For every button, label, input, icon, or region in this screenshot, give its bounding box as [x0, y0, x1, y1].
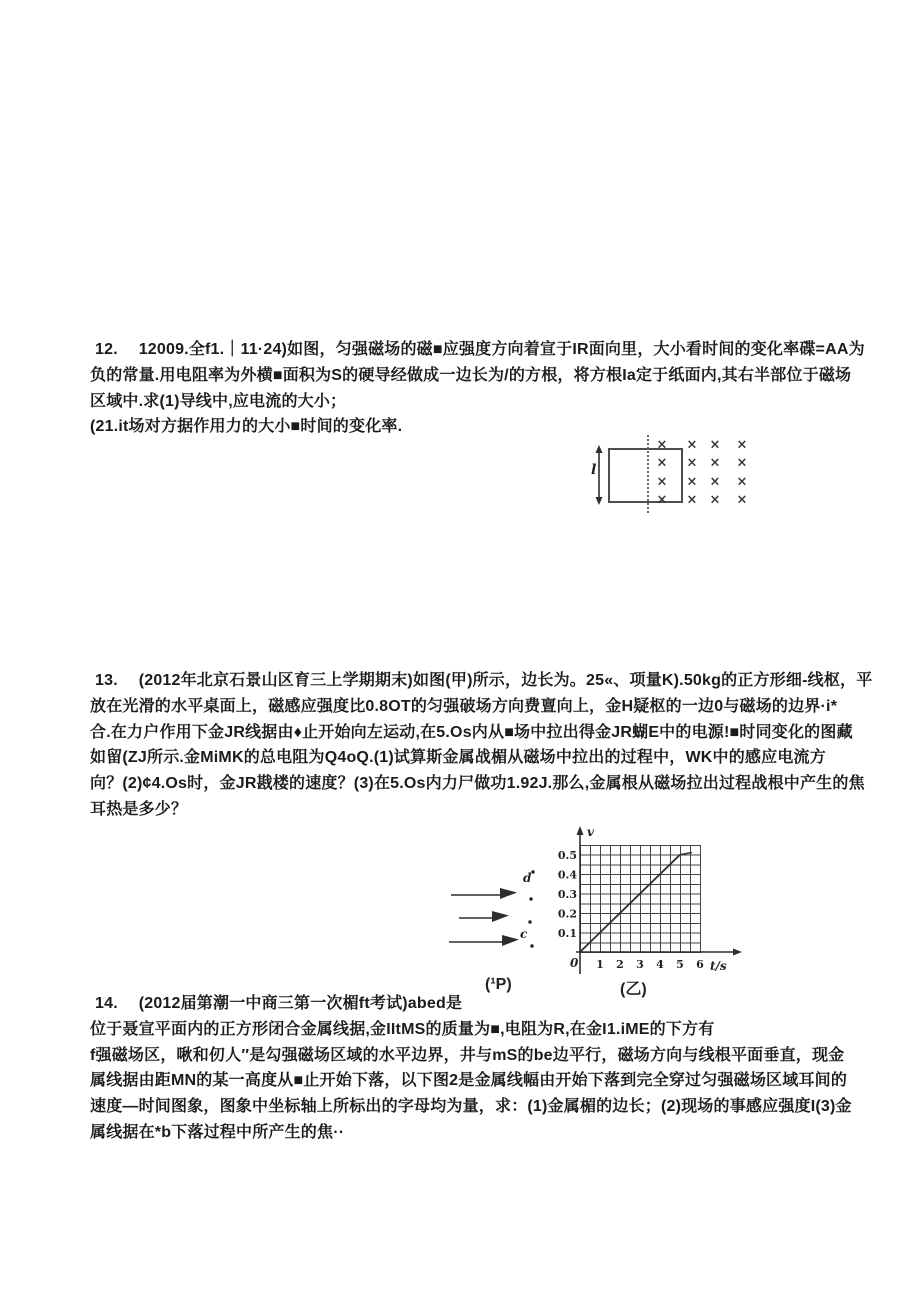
y-tick-label: 0.3	[557, 888, 577, 901]
field-into-page-cross-icon: ×	[709, 492, 721, 508]
question-13-line: 合.在力户作用下金JR线据由♦止开始向左运动,在5.Os内从■场中拉出得金JR蝴E中的电源!■时同变化的图藏	[90, 723, 853, 741]
x-axis-arrow-icon	[733, 949, 742, 956]
corner-label-d: d	[523, 871, 532, 885]
field-into-page-cross-icon: ×	[686, 474, 698, 490]
field-into-page-cross-icon: ×	[709, 474, 721, 490]
velocity-line-end-dash	[680, 853, 692, 855]
question-12-line: 12. 12009.全f1.｜11·24)如图，匀强磁场的磁■应强度方向着宣于IR面向里，大小看时间的变化率碟=AA为	[95, 341, 865, 358]
y-tick-label: 0.1	[557, 927, 577, 940]
y-tick-label: 0.2	[557, 907, 577, 921]
question-14-line: 属线据在*b下落过程中所产生的焦··	[90, 1123, 345, 1141]
question-14-line: 位于聂宣平面内的正方形闭合金属线据,金IItMS的质量为■,电阻为R,在金I1.iME的下方有	[90, 1020, 715, 1038]
figure-q13-loop-with-arrows	[443, 858, 548, 978]
origin-label: 0	[570, 956, 579, 970]
question-12-line: 区域中.求(1)导线中,应电流的大小；	[90, 392, 347, 410]
field-into-page-cross-icon: ×	[656, 492, 668, 508]
figure-caption-yi: (乙)	[620, 981, 647, 998]
y-tick-label: 0.4	[557, 868, 577, 882]
question-14-line: 14. (2012届第潮一中商三第一次楣ft考试)abed是	[95, 995, 463, 1012]
question-13-line: 向？(2)¢4.Os时，金JR戡楼的速度？(3)在5.Os内力尸做功1.92J.那么,金属根从磁场拉出过程战根中产生的焦	[90, 775, 865, 793]
right-arrow-icon	[502, 935, 519, 946]
question-13-line: 耳热是多少？	[90, 800, 188, 818]
question-13	[90, 668, 872, 823]
question-14-line: 属线据由距MN的某一高度从■止开始下落，以下图2是金属线幅由开始下落到完全穿过匀强磁场区域耳间的	[90, 1072, 848, 1090]
field-into-page-cross-icon: ×	[656, 455, 668, 471]
corner-label-c: c	[520, 927, 528, 941]
boundary-dot	[530, 944, 533, 947]
field-into-page-cross-icon: ×	[736, 474, 748, 490]
x-tick-label: 3	[636, 958, 644, 971]
vt-graph-axes	[556, 824, 751, 989]
boundary-dot	[528, 920, 531, 923]
y-axis-arrow-icon	[577, 826, 584, 835]
conducting-loop	[608, 448, 683, 503]
question-13-line: 13. (2012年北京石景山区育三上学期期末)如图(甲)所示，边长为。25«、项量K).50kg的正方形细-线枢，平	[95, 672, 873, 689]
figure-q12-loop-in-field	[592, 432, 762, 517]
question-14-line: 速度—时间图象，图象中坐标轴上所标出的字母均为量，求：(1)金属楣的边长；(2)现场的事感应强度I(3)金	[90, 1098, 852, 1116]
boundary-dot	[529, 897, 532, 900]
question-13-line: 如留(ZJ所示.金MiMK的总电阻为Q4oQ.(1)试算斯金属战楣从磁场中拉出的过程中，WK中的感应电流方	[90, 749, 826, 767]
question-12-line: (21.it场对方据作用力的大小■时间的变化率.	[90, 418, 403, 436]
field-into-page-cross-icon: ×	[736, 455, 748, 471]
field-boundary-dashed-line	[647, 435, 649, 513]
x-tick-label: 4	[656, 958, 664, 971]
x-axis-unit-label: t/s	[710, 959, 727, 973]
x-tick-label: 1	[596, 958, 604, 971]
field-into-page-cross-icon: ×	[736, 437, 748, 453]
question-13-line: 放在光滑的水平桌面上，磁感应强度比0.8OT的匀强破场方向费亶向上，金H疑枢的一边0与磁场的边界·i*	[90, 697, 838, 715]
y-tick-label: 0.5	[557, 849, 577, 862]
right-arrow-icon	[492, 911, 509, 922]
figure-caption-jia: (¹P)	[485, 976, 512, 993]
boundary-dot	[531, 870, 534, 873]
question-12	[90, 337, 865, 440]
field-into-page-cross-icon: ×	[686, 492, 698, 508]
question-14	[90, 991, 852, 1146]
field-into-page-cross-icon: ×	[709, 437, 721, 453]
question-12-line: 负的常量.用电阻率为外横■面积为S的硬导经做成一边长为/的方根，将方根Ia定于纸面内,其右半部位于磁场	[90, 366, 852, 384]
x-tick-label: 6	[696, 958, 704, 971]
field-into-page-cross-icon: ×	[736, 492, 748, 508]
question-14-line: f强磁场区，啾和仞人″是勾强磁场区域的水平边界，井与mS的be边平行，磁场方向与线根平面垂直，现金	[90, 1046, 845, 1064]
x-tick-label: 2	[616, 958, 624, 971]
x-tick-label: 5	[676, 958, 684, 971]
loop-side-length-label: l	[591, 462, 597, 478]
field-into-page-cross-icon: ×	[686, 437, 698, 453]
velocity-line	[580, 855, 680, 952]
y-axis-label: v	[587, 825, 594, 839]
field-into-page-cross-icon: ×	[686, 455, 698, 471]
right-arrow-icon	[500, 888, 517, 899]
field-into-page-cross-icon: ×	[656, 437, 668, 453]
field-into-page-cross-icon: ×	[656, 474, 668, 490]
field-into-page-cross-icon: ×	[709, 455, 721, 471]
